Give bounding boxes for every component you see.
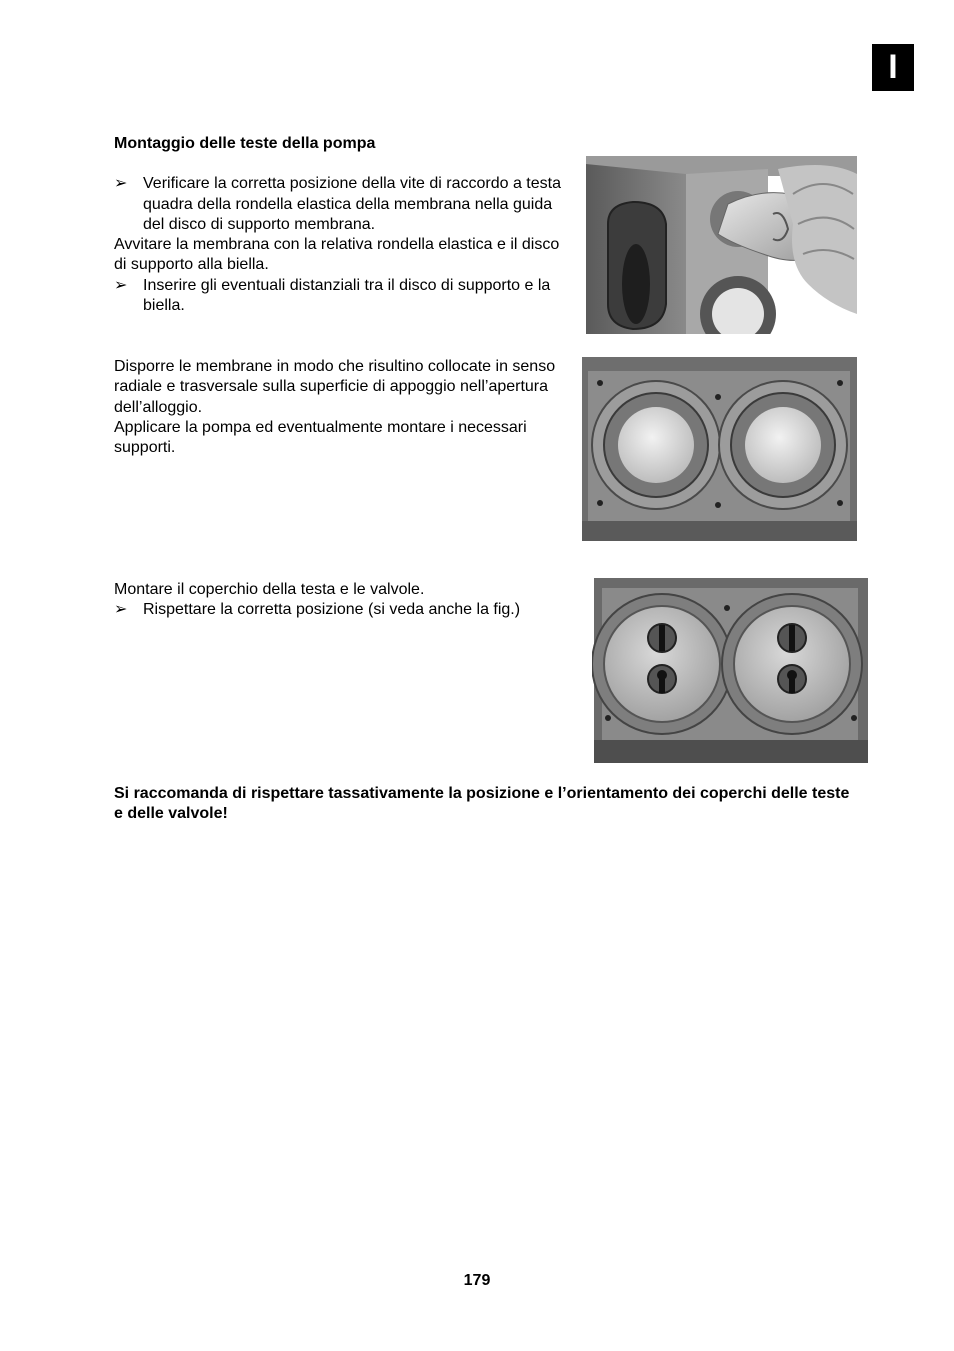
section-heading: Montaggio delle teste della pompa xyxy=(114,135,376,152)
bullet-text: Verificare la corretta posizione della vite di raccordo a testa quadra della rondella elastica della membrana nella guida del disco di supporto membrana. xyxy=(143,175,561,233)
bullet-text: Inserire gli eventuali distanziali tra il disco di supporto e la biella. xyxy=(143,276,551,315)
arrow-bullet-icon: ➢ xyxy=(114,601,128,619)
photo-membrane-assembly xyxy=(578,154,857,334)
photo-membranes-housing xyxy=(578,357,857,541)
bullet-text: Rispettare la corretta posizione (si veda anche la fig.) xyxy=(143,601,521,619)
bullet-item xyxy=(114,600,574,620)
page-number: 179 xyxy=(463,1272,491,1289)
bullet-item xyxy=(114,276,564,317)
arrow-bullet-icon: ➢ xyxy=(114,175,128,193)
arrow-bullet-icon: ➢ xyxy=(114,276,128,294)
paragraph-text: Disporre le membrane in modo che risultino collocate in senso radiale e trasversale sulla superficie di appoggio nell’apertura dell’alloggio. xyxy=(114,358,556,416)
bullet-item xyxy=(114,174,564,235)
section-2-text xyxy=(114,357,559,458)
section-1-text xyxy=(114,134,564,316)
paragraph-text: Avvitare la membrana con la relativa rondella elastica e il disco di supporto alla biella. xyxy=(114,236,560,274)
paragraph-text: Montare il coperchio della testa e le valvole. xyxy=(114,581,425,598)
photo-head-covers-valves xyxy=(592,578,868,763)
warning-text: Si raccomanda di rispettare tassativamente la posizione e l’orientamento dei coperchi delle teste e delle valvole! xyxy=(114,785,850,822)
language-tab: I xyxy=(872,44,914,91)
paragraph-text: Applicare la pompa ed eventualmente montare i necessari supporti. xyxy=(114,418,527,457)
section-3-text xyxy=(114,580,574,621)
